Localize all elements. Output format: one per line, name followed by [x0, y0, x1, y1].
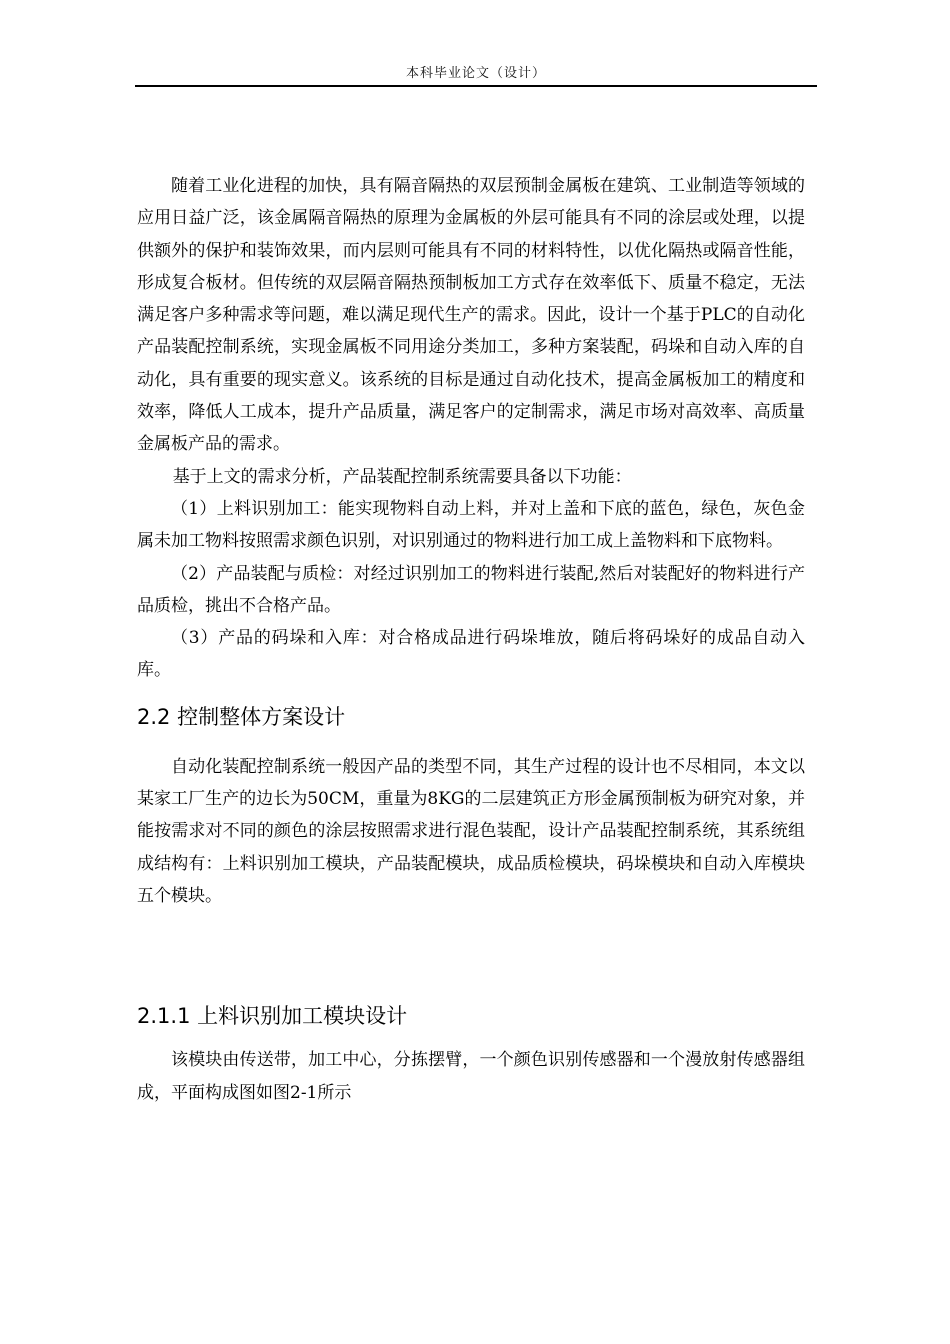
section-2-2-heading: 2.2 控制整体方案设计	[137, 704, 346, 729]
section-2-1-1-heading: 2.1.1 上料识别加工模块设计	[137, 1004, 408, 1029]
section-2-1-1-paragraph: 该模块由传送带，加工中心，分拣摆臂，一个颜色识别传感器和一个漫放射传感器组成，平面构成图如图2-1所示	[137, 1050, 805, 1103]
requirement-item-3: （3）产品的码垛和入库：对合格成品进行码垛堆放，随后将码垛好的成品自动入库。	[137, 628, 805, 681]
requirements-intro: 基于上文的需求分析，产品装配控制系统需要具备以下功能：	[172, 466, 632, 487]
section-2-2-paragraph: 自动化装配控制系统一般因产品的类型不同，其生产过程的设计也不尽相同，本文以某家工厂生产的边长为50CM，重量为8KG的二层建筑正方形金属预制板为研究对象，并能按需求对不同的颜色的涂层按照需求进行混色装配，设计产品装配控制系统，其系统组成结构有：上料识别加工模块，产品装配模块，成品质检模块，码垛模块和自动入库模块五个模块。	[137, 756, 805, 906]
requirement-item-2: （2）产品装配与质检：对经过识别加工的物料进行装配,然后对装配好的物料进行产品质检，挑出不合格产品。	[137, 563, 805, 616]
document-body	[137, 170, 805, 1109]
page-header-title: 本科毕业论文（设计）	[405, 66, 546, 81]
intro-paragraph: 随着工业化进程的加快，具有隔音隔热的双层预制金属板在建筑、工业制造等领域的应用日益广泛，该金属隔音隔热的原理为金属板的外层可能具有不同的涂层或处理，以提供额外的保护和装饰效果，而内层则可能具有不同的材料特性，以优化隔热或隔音性能，形成复合板材。但传统的双层隔音隔热预制板加工方式存在效率低下、质量不稳定，无法满足客户多种需求等问题，难以满足现代生产的需求。因此，设计一个基于PLC的自动化产品装配控制系统，实现金属板不同用途分类加工，多种方案装配，码垛和自动入库的自动化，具有重要的现实意义。该系统的目标是通过自动化技术，提高金属板加工的精度和效率，降低人工成本，提升产品质量，满足客户的定制需求，满足市场对高效率、高质量金属板产品的需求。	[137, 176, 805, 455]
requirement-item-1: （1）上料识别加工：能实现物料自动上料，并对上盖和下底的蓝色，绿色，灰色金属未加工物料按照需求颜色识别，对识别通过的物料进行加工成上盖物料和下底物料。	[137, 498, 805, 552]
header-divider	[135, 85, 817, 87]
